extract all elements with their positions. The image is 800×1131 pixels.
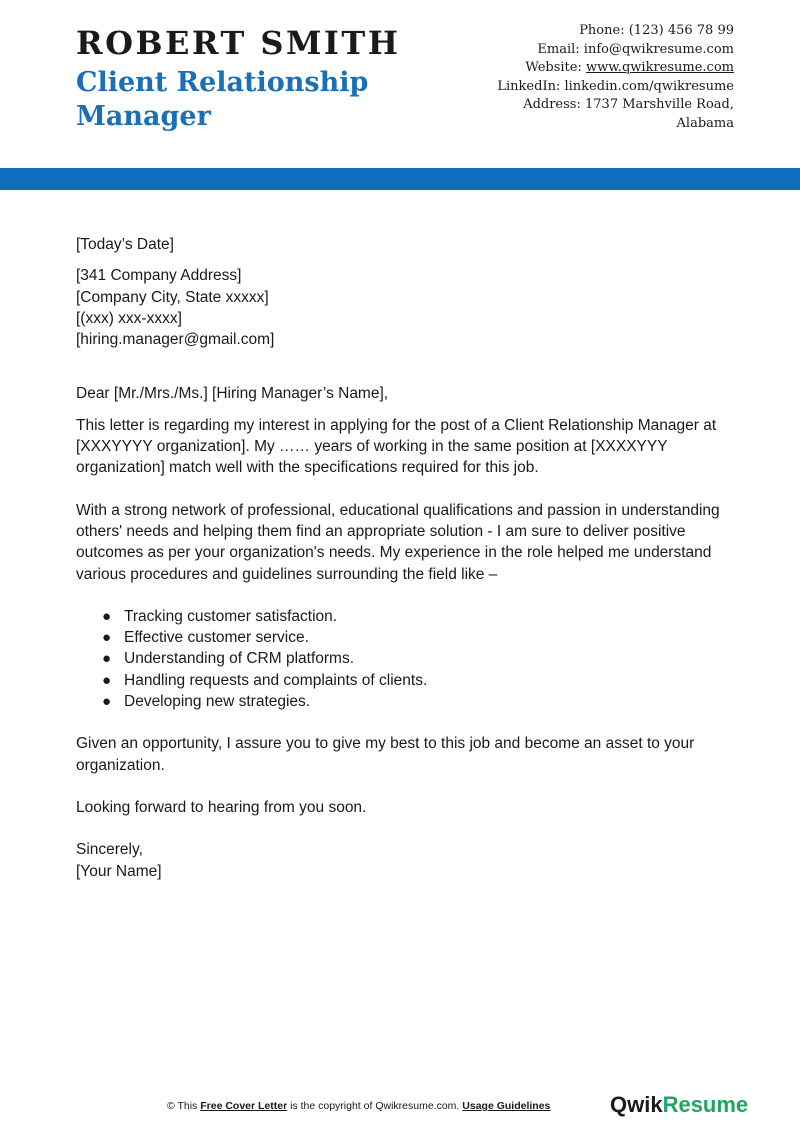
linkedin-value: linkedin.com/qwikresume xyxy=(564,78,734,94)
paragraph-experience: With a strong network of professional, educational qualifications and passion in understanding others' needs and helping them find an appropriate solution - I am sure to deliver positive outcomes as per your organization's needs. My experience in the role helped me understand various procedures and guidelines surrounding the field like – xyxy=(76,501,720,583)
bullet-icon: ● xyxy=(102,607,112,625)
contact-address-line2: Alabama xyxy=(676,115,734,131)
recipient-phone: [(xxx) xxx-xxxx] xyxy=(76,309,182,327)
list-item xyxy=(76,648,726,669)
linkedin-label: LinkedIn: xyxy=(497,78,561,94)
footer-prefix: © This xyxy=(167,1100,198,1112)
list-item-text: Developing new strategies. xyxy=(124,693,311,711)
closing: Sincerely, xyxy=(76,841,143,859)
address-label: Address: xyxy=(523,97,581,113)
phone-label: Phone: xyxy=(579,23,625,38)
website-label: Website: xyxy=(525,60,582,76)
contact-email xyxy=(414,41,734,60)
resume-header xyxy=(0,0,800,168)
paragraph-opportunity: Given an opportunity, I assure you to give my best to this job and become an asset to your organization. xyxy=(76,735,695,774)
applicant-name: ROBERT SMITH xyxy=(76,24,401,62)
footer-middle: is the copyright of Qwikresume.com. xyxy=(290,1100,460,1112)
website-link[interactable]: www.qwikresume.com xyxy=(586,60,734,76)
qwikresume-logo xyxy=(610,1092,748,1118)
header-divider-bar xyxy=(0,168,800,190)
recipient-email: [hiring.manager@gmail.com] xyxy=(76,331,275,349)
list-item-text: Handling requests and complaints of clients. xyxy=(124,671,428,689)
skills-list xyxy=(76,606,726,712)
contact-website xyxy=(414,59,734,78)
free-cover-letter-link[interactable]: Free Cover Letter xyxy=(200,1100,288,1112)
bullet-icon: ● xyxy=(102,693,112,711)
footer-copyright xyxy=(167,1100,550,1112)
list-item-text: Tracking customer satisfaction. xyxy=(124,607,338,625)
list-item-text: Understanding of CRM platforms. xyxy=(124,650,355,668)
list-item xyxy=(76,627,726,648)
bullet-icon: ● xyxy=(102,671,112,689)
email-value: info@qwikresume.com xyxy=(583,41,734,57)
recipient-city: [Company City, State xxxxx] xyxy=(76,288,269,306)
recipient-block xyxy=(76,265,726,350)
letter-date: [Today’s Date] xyxy=(76,236,174,253)
logo-part-resume: Resume xyxy=(662,1092,749,1117)
bullet-icon: ● xyxy=(102,629,112,647)
contact-linkedin xyxy=(414,78,734,97)
recipient-address: [341 Company Address] xyxy=(76,267,242,285)
contact-phone xyxy=(414,22,734,41)
address-line1: 1737 Marshville Road, xyxy=(585,97,734,113)
contact-block xyxy=(414,22,734,134)
list-item xyxy=(76,606,726,627)
list-item-text: Effective customer service. xyxy=(124,629,309,647)
bullet-icon: ● xyxy=(102,650,112,668)
paragraph-closing: Looking forward to hearing from you soon. xyxy=(76,798,367,816)
usage-guidelines-link[interactable]: Usage Guidelines xyxy=(462,1100,551,1112)
letter-body xyxy=(76,234,726,882)
phone-value: (123) 456 78 99 xyxy=(628,23,734,38)
list-item xyxy=(76,670,726,691)
contact-address xyxy=(414,96,734,115)
salutation: Dear [Mr./Mrs./Ms.] [Hiring Manager’s Name], xyxy=(76,385,389,403)
logo-part-qwik: Qwik xyxy=(610,1092,663,1117)
list-item xyxy=(76,691,726,712)
email-label: Email: xyxy=(537,41,580,57)
paragraph-intro: This letter is regarding my interest in applying for the post of a Client Relationship Manager at [XXXYYYY organization]. My …… years of working in the same position at [XXXXYYY organization] match well with the specifications required for this job. xyxy=(76,416,717,477)
job-title: Client Relationship Manager xyxy=(76,67,369,132)
signature: [Your Name] xyxy=(76,862,162,880)
